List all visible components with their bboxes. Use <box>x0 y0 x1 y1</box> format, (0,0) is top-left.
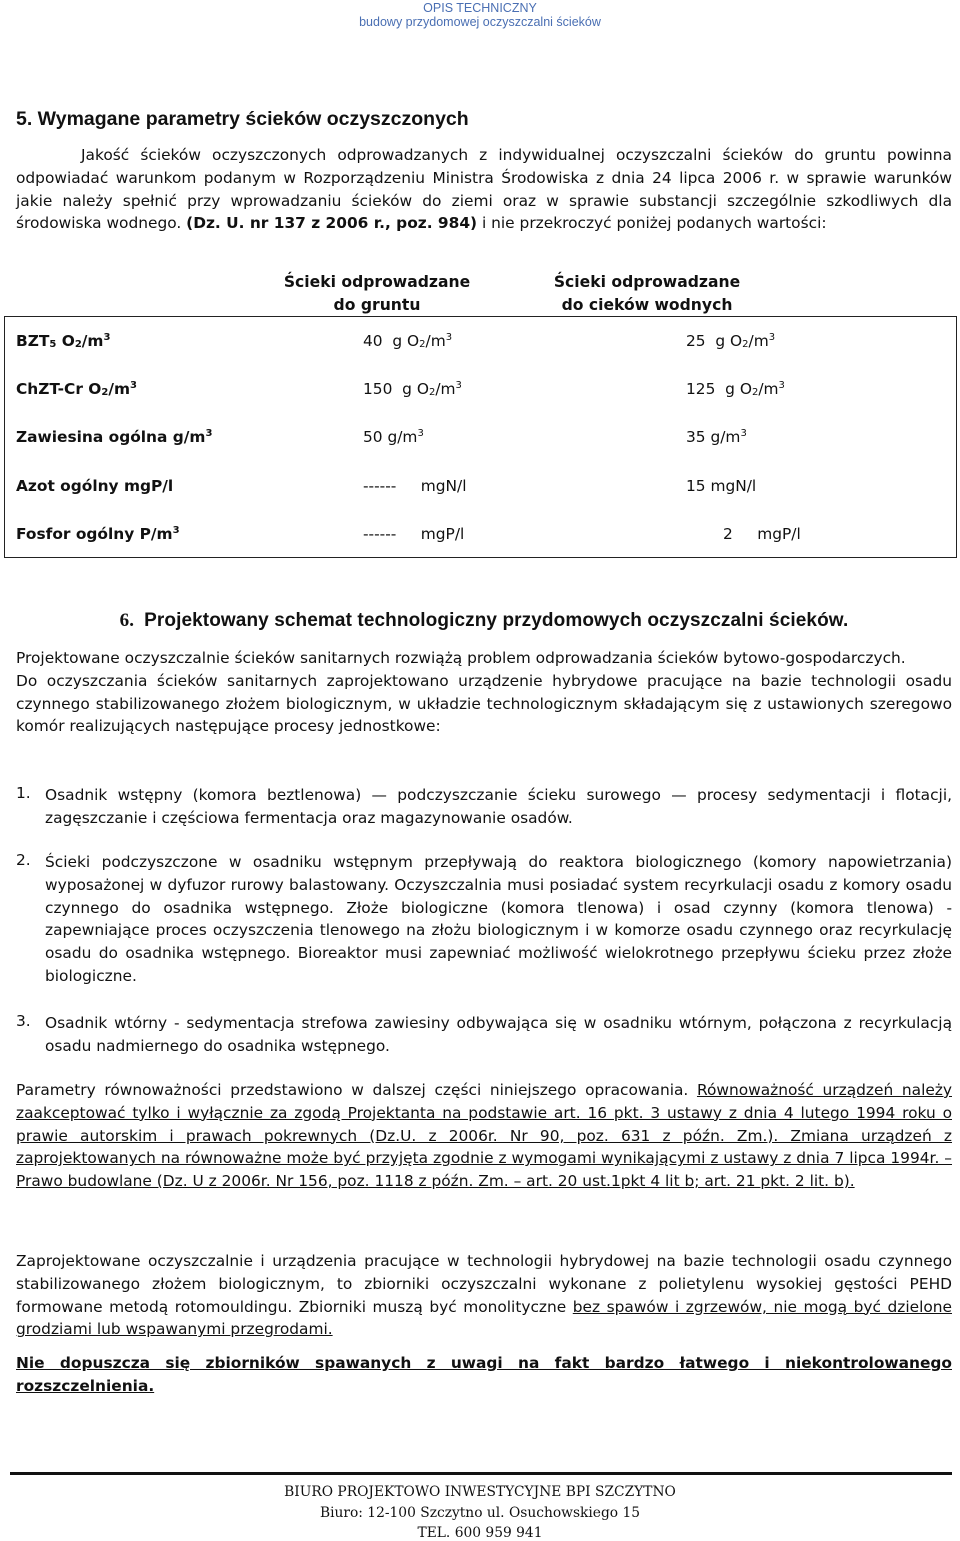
header-subtitle: budowy przydomowej oczyszczalni ścieków <box>359 15 601 29</box>
section-5-heading: 5. Wymagane parametry ścieków oczyszczonych <box>16 108 469 130</box>
list-item-number: 2. <box>16 851 31 869</box>
footer-phone: TEL. 600 959 941 <box>417 1525 543 1541</box>
table-row <box>5 525 956 549</box>
param-ground-value: 50 $g/m^3$ <box>363 428 424 446</box>
table-row <box>5 380 956 404</box>
list-item-number: 1. <box>16 784 31 802</box>
footer-company: BIURO PROJEKTOWO INWESTYCYJNE BPI SZCZYTNO <box>284 1484 676 1500</box>
section-6-body <box>16 647 952 738</box>
param-water-value: 2 mgP/l <box>723 525 801 543</box>
param-ground-value: 150 g $O_2/m^3$ <box>363 380 462 398</box>
equivalence-legal-text: Równoważność urządzeń należy zaakceptować tylko i wyłącznie za zgodą Projektanta na podstawie art. 16 pkt. 3 ustawy z dnia 4 lutego 1994 roku o prawie autorskim i prawach pokrewnych (Dz.U. z 2006r. Nr 90, poz. 631 z późn. Zm.). Zmiana urządzeń z zaprojektowanych na równoważne może być przyjęta zgodnie z wymogami wynikającymi z ustawy z dnia 7 lipca 1994r. – Prawo budowlane (Dz. U z 2006r. Nr 156, poz. 1118 z późn. Zm. – art. 20 ust.1pkt 4 lit b; art. 21 pkt. 2 lit. b). <box>16 1081 952 1191</box>
param-name: $BZT_5$ $O_2/m^3$ <box>16 332 111 350</box>
intro-text-b: i nie przekroczyć poniżej podanych wartości: <box>477 214 827 233</box>
param-water-value: 125 g $O_2/m^3$ <box>686 380 785 398</box>
param-name: Zawiesina ogólna $g/m^3$ <box>16 428 213 446</box>
table-header-water <box>532 271 762 317</box>
table-header-ground-line2: do gruntu <box>333 296 421 314</box>
table-header-water-line1: Ścieki odprowadzane <box>553 273 741 291</box>
equivalence-text: Parametry równoważności przedstawiono w dalszej części niniejszego opracowania. <box>16 1081 697 1099</box>
list-item <box>16 784 952 830</box>
technology-requirement-text: bez spawów i zgrzewów, nie mogą być dzielone grodziami lub wspawanymi przegrodami. <box>16 1297 952 1339</box>
param-name: ChZT-Cr $O_2/m^3$ <box>16 380 137 398</box>
list-item-number: 3. <box>16 1012 31 1030</box>
table-header-ground-line1: Ścieki odprowadzane <box>283 273 471 291</box>
section-6-paragraph-2: Do oczyszczania ścieków sanitarnych zaprojektowano urządzenie hybrydowe pracujące na bazie technologii osadu czynnego stabilizowanego złożem biologicznym, w układzie technologicznym składającym się z ustawionych szeregowo komór realizujących następujące procesy jednostkowe: <box>16 671 952 736</box>
footer-divider <box>10 1472 952 1475</box>
section-6-title: Projektowany schemat technologiczny przydomowych oczyszczalni ścieków. <box>144 610 849 631</box>
section-5-intro <box>16 144 952 235</box>
section-6-paragraph-1: Projektowane oczyszczalnie ścieków sanitarnych rozwiążą problem odprowadzania ścieków bytowo-gospodarczych. <box>16 649 906 667</box>
list-item <box>16 851 952 988</box>
list-item-text: Ścieki podczyszczone w osadniku wstępnym przepływają do reaktora biologicznego (komory napowietrzania) wyposażonej w dyfuzor rurowy balastowany. Oczyszczalnia musi posiadać system recyrkulacji osadu z komory osadu czynnego do osadnika wstępnego. Złoże biologiczne (komora tlenowa) i osad czynny (komora tlenowa) - zapewniające proces oczyszczenia tlenowego na złożu biologicznym i w komorze osadu czynnego oraz recyrkulację osadu do osadnika wstępnego. Bioreaktor musi zapewniać możliwość wielokrotnego przepływu ścieku przez złoże biologiczne. <box>45 853 952 985</box>
table-header-ground <box>262 271 492 317</box>
welding-prohibition-note: Nie dopuszcza się zbiorników spawanych z uwagi na fakt bardzo łatwego i niekontrolowanego rozszczelnienia. <box>16 1354 952 1395</box>
intro-legal-reference: (Dz. U. nr 137 z 2006 r., poz. 984) <box>186 214 478 233</box>
param-name: Fosfor ogólny $P/m^3$ <box>16 525 180 543</box>
table-row <box>5 477 956 501</box>
table-row <box>5 428 956 452</box>
technology-paragraph <box>16 1250 952 1341</box>
param-water-value: 35 $g/m^3$ <box>686 428 747 446</box>
table-row <box>5 332 956 356</box>
section-6-number: 6. <box>119 610 135 631</box>
list-item <box>16 1012 952 1058</box>
list-item-text: Osadnik wstępny (komora beztlenowa) — podczyszczanie ścieku surowego — procesy sedymentacji i flotacji, zagęszczanie i częściowa fermentacja oraz magazynowanie osadów. <box>45 786 952 827</box>
param-water-value: 25 g $O_2/m^3$ <box>686 332 776 350</box>
param-water-value: 15 mgN/l <box>686 477 757 495</box>
technology-text: Zaprojektowane oczyszczalnie i urządzenia pracujące w technologii hybrydowej na bazie technologii osadu czynnego stabilizowanego złożem biologicznym, to zbiorniki oczyszczalni wykonane z polietylenu wysokiej gęstości PEHD formowane metodą rotomouldingu. Zbiorniki muszą być monolityczne <box>16 1252 952 1316</box>
section-6-heading <box>16 610 952 632</box>
header-title: OPIS TECHNICZNY <box>423 1 537 15</box>
param-ground-value: 40 g $O_2/m^3$ <box>363 332 453 350</box>
equivalence-paragraph <box>16 1079 952 1193</box>
parameters-table <box>4 316 957 558</box>
param-ground-value: ------ mgP/l <box>363 525 465 543</box>
footer-address: Biuro: 12-100 Szczytno ul. Osuchowskiego 15 <box>319 1505 641 1521</box>
list-item-text: Osadnik wtórny - sedymentacja strefowa zawiesiny odbywająca się w osadniku wtórnym, połączona z recyrkulacją osadu nadmiernego do osadnika wstępnego. <box>45 1014 952 1055</box>
table-header-water-line2: do cieków wodnych <box>561 296 733 314</box>
param-name: Azot ogólny mgP/l <box>16 477 174 495</box>
intro-text-a: Jakość ścieków oczyszczonych odprowadzanych z indywidualnej oczyszczalni ścieków do gruntu powinna odpowiadać warunkom podanym w Rozporządzeniu Ministra Środowiska z dnia 24 lipca 2006 r. w sprawie warunków jakie należy spełnić przy wprowadzaniu ścieków do ziemi oraz w sprawie substancji szczególnie szkodliwych dla środowiska wodnego. <box>16 146 952 233</box>
param-ground-value: ------ mgN/l <box>363 477 467 495</box>
